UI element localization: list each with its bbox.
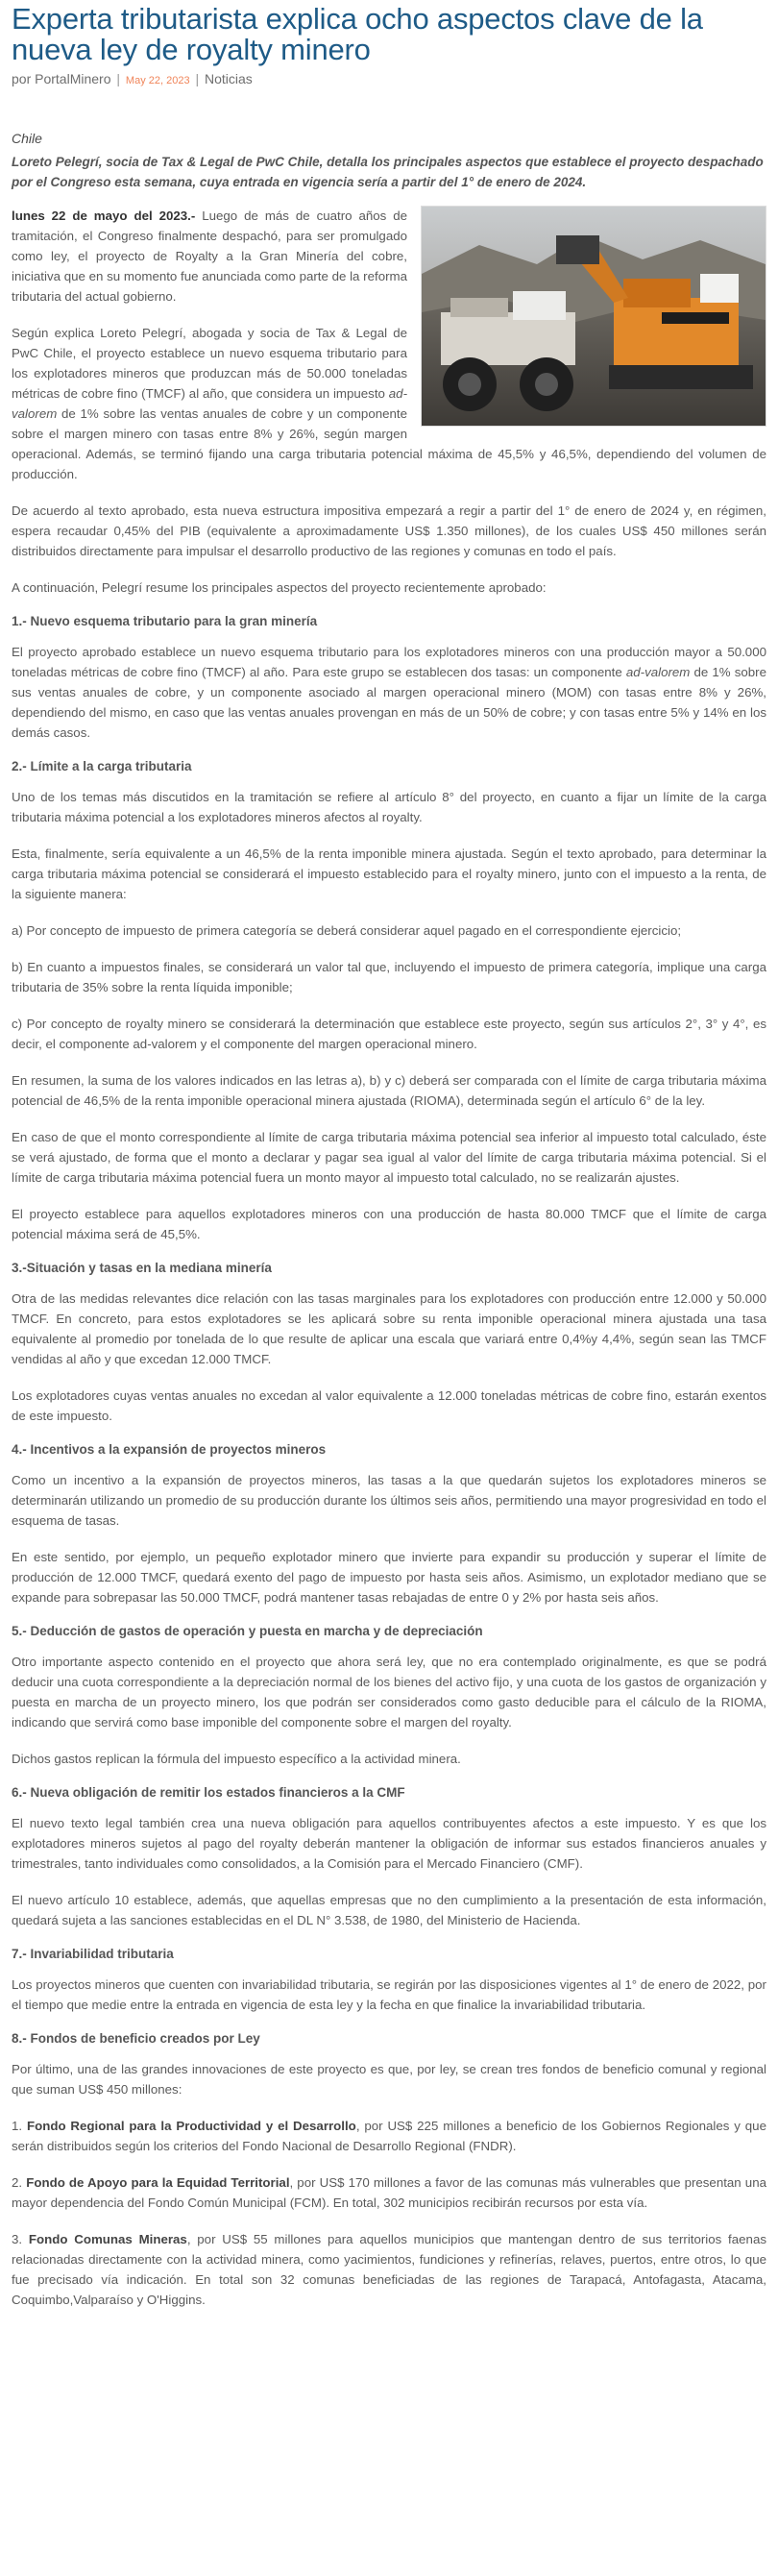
fund-item xyxy=(12,2229,766,2310)
author-link[interactable]: PortalMinero xyxy=(35,71,111,86)
text-span: de 1% sobre sus ventas anuales de cobre, y un componente asociado al margen operacional minero (MOM) con tasas entre 8% y 26%, dependiendo del mismo, en caso que las ventas anuales provengan en más de un 50% de cobre; y con tasas entre 5% y 14% en los demás casos. xyxy=(12,665,766,740)
author-prefix: por xyxy=(12,71,32,86)
meta-separator: | xyxy=(195,71,200,86)
paragraph: b) En cuanto a impuestos finales, se considerará un valor tal que, incluyendo el impuesto de primera categoría, implique una carga tributaria de 35% sobre la renta líquida imponible; xyxy=(12,960,766,994)
italic-term: ad-valorem xyxy=(12,386,407,421)
fund-name: Fondo de Apoyo para la Equidad Territorial xyxy=(26,2175,290,2190)
intro-section xyxy=(12,206,766,501)
fund-text: , por US$ 55 millones para aquellos municipios que mantengan dentro de sus territorios faenas relacionadas directamente con la actividad minera, como yacimientos, fundiciones y refinerías, relaves, puertos, entre otros, lo que fue precisado vía indicación. En total son 32 comunas beneficiadas de las regiones de Tarapacá, Antofagasta, Atacama, Coquimbo,Valparaíso y O'Higgins. xyxy=(12,2232,766,2307)
intro-text: Luego de más de cuatro años de tramitación, el Congreso finalmente despachó, para ser promulgado como ley, el proyecto de Royalty a la Gran Minería del cobre, iniciativa que en su momento fue anunciada como parte de la reforma tributaria del actual gobierno. xyxy=(12,209,407,304)
paragraph: Otra de las medidas relevantes dice relación con las tasas marginales para los explotadores con producción entre 12.000 y 50.000 TMCF. En concreto, para estos explotadores se les aplicará sobre su renta imponible operacional minera ajustada una tasa equivalente al promedio por tonelada de lo que resulte de aplicar una escala que variará entre 0,4%y 4,4%, según sean las TMCF vendidas al año y que excedan 12.000 TMCF. xyxy=(12,1291,766,1366)
article-lead: Loreto Pelegrí, socia de Tax & Legal de PwC Chile, detalla los principales aspectos que establece el proyecto despachado por el Congreso esta semana, cuya entrada en vigencia sería a partir del 1° de enero de 2024. xyxy=(12,155,764,189)
paragraph: De acuerdo al texto aprobado, esta nueva estructura impositiva empezará a regir a partir del 1° de enero de 2024 y, en régimen, espera recaudar 0,45% del PIB (equivalente a aproximadamente US$ 1.350 millones), de los cuales US$ 450 millones serán distribuidos directamente para impulsar el desarrollo productivo de las regiones y comunas en todo el país. xyxy=(12,503,766,558)
fund-name: Fondo Regional para la Productividad y el Desarrollo xyxy=(26,2119,356,2133)
fund-item xyxy=(12,2172,766,2213)
paragraph: El proyecto establece para aquellos explotadores mineros con una producción de hasta 80.000 TMCF que el límite de carga potencial máxima será de 45,5%. xyxy=(12,1207,766,1241)
paragraph: a) Por concepto de impuesto de primera categoría se deberá considerar aquel pagado en el correspondiente ejercicio; xyxy=(12,923,682,938)
section-heading: 8.- Fondos de beneficio creados por Ley xyxy=(12,2031,260,2046)
fund-text: , por US$ 225 millones a beneficio de los Gobiernos Regionales y que serán distribuidos según los criterios del Fondo Nacional de Desarrollo Regional (FNDR). xyxy=(12,2119,766,2153)
category-link[interactable]: Noticias xyxy=(205,71,253,86)
paragraph: Los proyectos mineros que cuenten con invariabilidad tributaria, se regirán por las disposiciones vigentes al 1° de enero de 2022, por el tiempo que medie entre la entrada en vigencia de esta ley y la fecha en que finalice la invariabilidad tributaria. xyxy=(12,1977,766,2012)
fund-text: , por US$ 170 millones a favor de las comunas más vulnerables que presentan una mayor dependencia del Fondo Común Municipal (FCM). En total, 302 municipios recibirán recursos por esta vía. xyxy=(12,2175,766,2210)
paragraph: En caso de que el monto correspondiente al límite de carga tributaria máxima potencial sea inferior al impuesto total calculado, éste se verá ajustado, de forma que el monto a declarar y pagar sea igual al valor del límite de carga tributaria máxima potencial. Si el límite de carga tributaria máxima potencial fuera un monto mayor al impuesto total calculado, no se realizarán ajustes. xyxy=(12,1130,766,1185)
paragraph: Esta, finalmente, sería equivalente a un 46,5% de la renta imponible minera ajustada. Según el texto aprobado, para determinar la carga tributaria máxima potencial se considerará el impuesto establecido para el royalty minero, junto con el impuesto a la renta, de la siguiente manera: xyxy=(12,846,766,901)
paragraph: En resumen, la suma de los valores indicados en las letras a), b) y c) deberá ser comparada con el límite de carga tributaria máxima potencial de 46,5% de la renta imponible operacional minera ajustada (RIOMA), determinada según el artículo 6° de la ley. xyxy=(12,1073,766,1108)
fund-item xyxy=(12,2116,766,2156)
text-span: Según explica Loreto Pelegrí, abogada y socia de Tax & Legal de PwC Chile, el proyecto establece un nuevo esquema tributario para los explotadores mineros que produzcan más de 50.000 toneladas métricas de cobre fino (TMCF) al año, que considera un impuesto xyxy=(12,326,407,401)
meta-separator: | xyxy=(116,71,121,86)
text-span: El proyecto aprobado establece un nuevo esquema tributario para los explotadores mineros con una producción mayor a 50.000 toneladas métricas de cobre fino (TMCF) al año. Para este grupo se establecen dos tasas: un componente xyxy=(12,645,766,679)
paragraph: El nuevo texto legal también crea una nueva obligación para aquellos contribuyentes afectos a este impuesto. Y es que los explotadores mineros sujetos al pago del royalty deberán mantener la obligación de informar sus estados financieros anuales y trimestrales, tanto individuales como consolidados, a la Comisión para el Mercado Financiero (CMF). xyxy=(12,1816,766,1871)
section-heading: 5.- Deducción de gastos de operación y puesta en marcha y de depreciación xyxy=(12,1624,483,1638)
country-label: Chile xyxy=(12,131,42,146)
fund-number: 3. xyxy=(12,2232,29,2246)
paragraph: c) Por concepto de royalty minero se considerará la determinación que establece este proyecto, según sus artículos 2°, 3° y 4°, es decir, el componente ad-valorem y el componente del margen operacional minero. xyxy=(12,1017,766,1051)
paragraph: A continuación, Pelegrí resume los principales aspectos del proyecto recientemente aprobado: xyxy=(12,580,547,595)
article-meta xyxy=(12,71,766,86)
text-span: de 1% sobre las ventas anuales de cobre y un componente sobre el margen minero con tasas entre 8% y 26%, según margen operacional. Además, se terminó fijando una carga tributaria potencial máxima de 45,5% y 46,5%, dependiendo del volumen de producción. xyxy=(12,406,766,481)
italic-term: ad-valorem xyxy=(625,665,691,679)
fund-name: Fondo Comunas Mineras xyxy=(28,2232,187,2246)
paragraph: Por último, una de las grandes innovaciones de este proyecto es que, por ley, se crean tres fondos de beneficio comunal y regional que suman US$ 450 millones: xyxy=(12,2062,766,2097)
paragraph: El nuevo artículo 10 establece, además, que aquellas empresas que no den cumplimiento a la presentación de esta información, quedará sujeta a las sanciones establecidas en el DL N° 3.538, de 1980, del Ministerio de Hacienda. xyxy=(12,1893,766,1927)
section-heading: 3.-Situación y tasas en la mediana minería xyxy=(12,1261,272,1275)
paragraph: Uno de los temas más discutidos en la tramitación se refiere al artículo 8° del proyecto, en cuanto a fijar un límite de la carga tributaria máxima potencial a los explotadores mineros afectos al royalty. xyxy=(12,790,766,824)
paragraph xyxy=(12,642,766,743)
section-heading: 4.- Incentivos a la expansión de proyectos mineros xyxy=(12,1442,327,1457)
paragraph: Los explotadores cuyas ventas anuales no excedan al valor equivalente a 12.000 toneladas métricas de cobre fino, estarán exentos de este impuesto. xyxy=(12,1388,766,1423)
section-heading: 1.- Nuevo esquema tributario para la gran minería xyxy=(12,614,318,628)
fund-number: 1. xyxy=(12,2119,27,2133)
mining-photo xyxy=(421,206,766,427)
article-title: Experta tributarista explica ocho aspectos clave de la nueva ley de royalty minero xyxy=(12,2,703,66)
section-heading: 2.- Límite a la carga tributaria xyxy=(12,759,192,773)
intro-date: lunes 22 de mayo del 2023.- xyxy=(12,209,196,223)
paragraph: Otro importante aspecto contenido en el proyecto que ahora será ley, que no era contemplado originalmente, es que se podrá deducir una cuota correspondiente a la depreciación normal de los bienes del activo fijo, y una cuota de los gastos de organización y puesta en marcha de un proyecto minero, los que podrán ser considerados como gasto deducible para el cálculo de la RIOMA, indicando que servirá como base imponible del componente sobre el margen del royalty. xyxy=(12,1655,766,1730)
publish-date: May 22, 2023 xyxy=(125,75,190,86)
paragraph: Dichos gastos replican la fórmula del impuesto específico a la actividad minera. xyxy=(12,1752,461,1766)
paragraph: En este sentido, por ejemplo, un pequeño explotador minero que invierte para expandir su producción y superar el límite de producción de 12.000 TMCF, quedará exento del pago de impuesto por hasta seis años. Asimismo, un explotador mediano que se expande para sobrepasar las 50.000 TMCF, podrá mantener tasas rebajadas de entre 0 y 2% por hasta seis años. xyxy=(12,1550,766,1605)
paragraph: Como un incentivo a la expansión de proyectos mineros, las tasas a la que quedarán sujetos los explotadores mineros se determinarán utilizando un promedio de su producción durante los últimos seis años, permitiendo una mayor progresividad en todo el esquema de tasas. xyxy=(12,1473,766,1528)
fund-number: 2. xyxy=(12,2175,27,2190)
section-heading: 7.- Invariabilidad tributaria xyxy=(12,1947,174,1961)
section-heading: 6.- Nueva obligación de remitir los estados financieros a la CMF xyxy=(12,1785,405,1800)
